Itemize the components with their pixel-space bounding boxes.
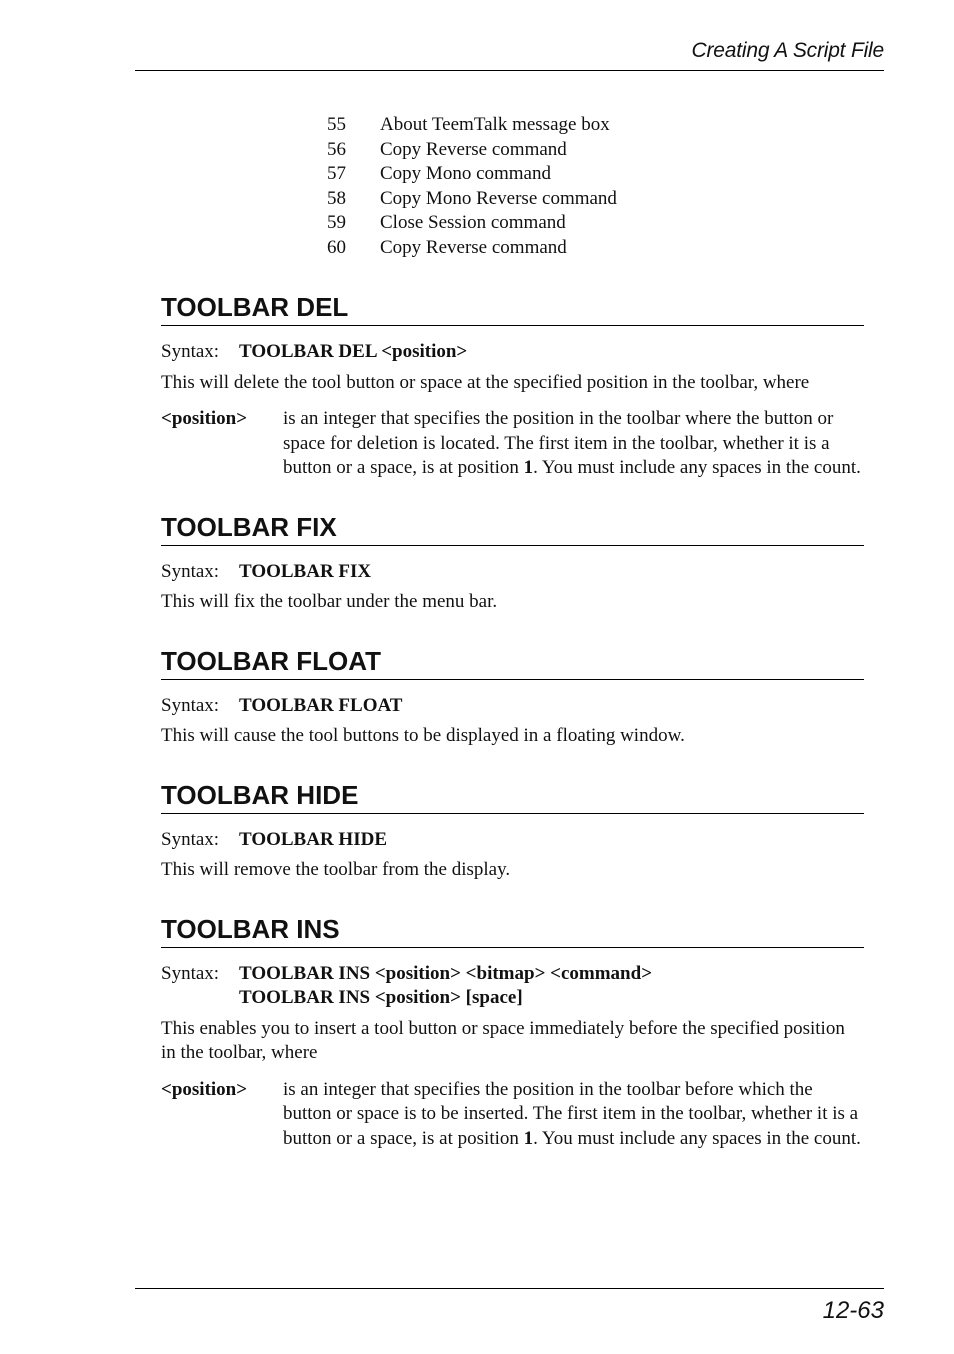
running-head: Creating A Script File <box>691 39 884 62</box>
description: This will fix the toolbar under the menu bar. <box>161 591 498 612</box>
section-heading: TOOLBAR DEL <box>161 291 864 326</box>
section-toolbar-ins <box>161 913 864 1152</box>
item-number: 56 <box>327 138 346 160</box>
section-heading: TOOLBAR FIX <box>161 511 864 546</box>
item-label: Close Session command <box>380 212 566 234</box>
syntax-command: TOOLBAR DEL <position> <box>239 341 468 362</box>
syntax-command: TOOLBAR INS <position> <bitmap> <command> <box>239 962 653 984</box>
syntax-label: Syntax: <box>161 341 220 362</box>
section-toolbar-del <box>161 291 864 481</box>
syntax-line <box>161 560 864 585</box>
footer-rule <box>135 1288 884 1289</box>
parameter-term: <position> <box>161 408 248 429</box>
description: This will delete the tool button or space at the specified position in the toolbar, where <box>161 371 810 393</box>
item-label: Copy Reverse command <box>380 236 567 258</box>
item-number: 59 <box>327 212 346 234</box>
parameter-definition <box>161 1078 864 1152</box>
list-item <box>327 162 617 187</box>
section-toolbar-float <box>161 645 864 749</box>
parameter-term: <position> <box>161 1078 248 1100</box>
numbered-list <box>327 113 617 261</box>
syntax-label: Syntax: <box>161 962 220 984</box>
item-number: 57 <box>327 163 346 185</box>
description: This will remove the toolbar from the display. <box>161 859 511 880</box>
syntax-label: Syntax: <box>161 560 220 582</box>
item-label: About TeemTalk message box <box>380 114 610 135</box>
section-heading: TOOLBAR FLOAT <box>161 645 864 680</box>
syntax-line <box>161 694 864 719</box>
syntax-line <box>161 828 864 853</box>
description: This enables you to insert a tool button or space immediately before the specified position in the toolbar, where <box>161 1017 845 1063</box>
section-toolbar-hide <box>161 779 864 883</box>
syntax-label: Syntax: <box>161 828 220 850</box>
syntax-command: TOOLBAR FLOAT <box>239 694 403 716</box>
item-label: Copy Mono Reverse command <box>380 187 617 209</box>
section-heading: TOOLBAR INS <box>161 913 864 948</box>
parameter-definition <box>161 407 864 481</box>
syntax-line <box>161 340 864 365</box>
item-number: 55 <box>327 114 346 135</box>
parameter-description: is an integer that specifies the position in the toolbar where the button or space for deletion is located. The first item in the toolbar, whether it is a button or a space, is at position 1. You must include any spaces in the count. <box>283 408 861 478</box>
parameter-description: is an integer that specifies the position in the toolbar before which the button or space is to be inserted. The first item in the toolbar, whether it is a button or a space, is at position 1. You must include any spaces in the count. <box>283 1078 861 1149</box>
syntax-command: TOOLBAR HIDE <box>239 828 387 850</box>
syntax-command: TOOLBAR INS <position> [space] <box>239 987 523 1008</box>
list-item <box>327 211 617 236</box>
section-heading: TOOLBAR HIDE <box>161 779 864 814</box>
description: This will cause the tool buttons to be displayed in a floating window. <box>161 725 685 746</box>
syntax-line <box>161 962 864 1011</box>
section-toolbar-fix <box>161 511 864 615</box>
syntax-label: Syntax: <box>161 694 220 716</box>
item-number: 60 <box>327 236 346 258</box>
list-item <box>327 187 617 212</box>
main-content <box>161 291 864 1181</box>
page-number: 12-63 <box>822 1297 884 1324</box>
header-rule <box>135 70 884 71</box>
list-item <box>327 138 617 163</box>
item-label: Copy Reverse command <box>380 138 567 160</box>
item-number: 58 <box>327 187 346 209</box>
list-item <box>327 113 617 138</box>
syntax-command: TOOLBAR FIX <box>239 560 372 582</box>
list-item <box>327 236 617 261</box>
item-label: Copy Mono command <box>380 163 551 185</box>
